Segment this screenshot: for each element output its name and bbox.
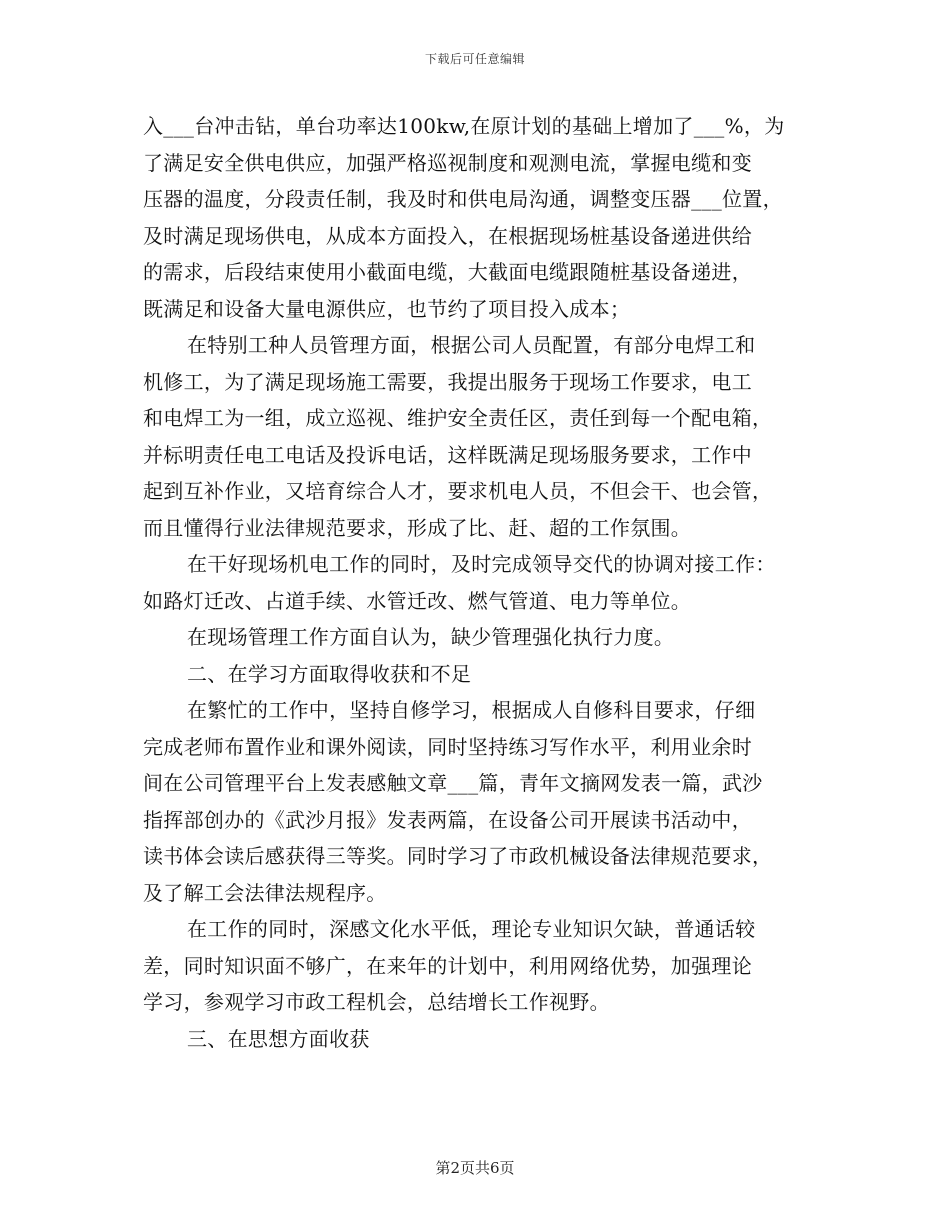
text-line: 在现场管理工作方面自认为，缺少管理强化执行力度。 bbox=[187, 625, 675, 649]
text-line: 了满足安全供电供应，加强严格巡视制度和观测电流，掌握电缆和变 bbox=[143, 150, 752, 175]
text-line: 压器的温度，分段责任制，我及时和供电局沟通，调整变压器___位置， bbox=[143, 187, 783, 211]
text-line: 的需求，后段结束使用小截面电缆，大截面电缆跟随桩基设备递进， bbox=[143, 260, 752, 284]
text-line: 起到互补作业，又培育综合人才，要求机电人员，不但会干、也会管， bbox=[143, 479, 773, 503]
text-line: 学习，参观学习市政工程机会，总结增长工作视野。 bbox=[143, 990, 610, 1014]
text-line: 差，同时知识面不够广，在来年的计划中，利用网络优势，加强理论 bbox=[143, 953, 752, 978]
text-line: 并标明责任电工电话及投诉电话，这样既满足现场服务要求，工作中 bbox=[143, 442, 752, 467]
text-line: 在干好现场机电工作的同时，及时完成领导交代的协调对接工作： bbox=[187, 552, 776, 576]
text-line: 在工作的同时，深感文化水平低，理论专业知识欠缺，普通话较 bbox=[187, 917, 756, 941]
text-line: 读书体会读后感获得三等奖。同时学习了市政机械设备法律规范要求， bbox=[143, 844, 773, 868]
page-number: 第2页共6页 bbox=[435, 1159, 515, 1177]
text-line: 二、在学习方面取得收获和不足 bbox=[187, 661, 472, 686]
text-line: 机修工，为了满足现场施工需要，我提出服务于现场工作要求，电工 bbox=[143, 369, 752, 394]
text-line: 完成老师布置作业和课外阅读，同时坚持练习写作水平，利用业余时 bbox=[143, 734, 752, 759]
body-text bbox=[143, 108, 815, 1057]
text-line: 三、在思想方面收获 bbox=[187, 1026, 370, 1051]
page-header: 下载后可任意编辑 bbox=[424, 52, 525, 66]
text-line: 和电焊工为一组，成立巡视、维护安全责任区，责任到每一个配电箱， bbox=[143, 406, 773, 430]
text-line: 及了解工会法律法规程序。 bbox=[143, 880, 387, 905]
text-line: 在繁忙的工作中，坚持自修学习，根据成人自修科目要求，仔细 bbox=[187, 698, 756, 722]
text-line: 如路灯迁改、占道手续、水管迁改、燃气管道、电力等单位。 bbox=[143, 588, 692, 613]
text-line: 既满足和设备大量电源供应，也节约了项目投入成本； bbox=[143, 296, 631, 321]
text-line: 指挥部创办的《武沙月报》发表两篇，在设备公司开展读书活动中， bbox=[143, 807, 752, 832]
text-line: 入___台冲击钻，单台功率达100kw,在原计划的基础上增加了___%，为 bbox=[143, 114, 785, 138]
text-line: 而且懂得行业法律规范要求，形成了比、赶、超的工作氛围。 bbox=[143, 515, 692, 540]
text-line: 及时满足现场供电，从成本方面投入，在根据现场桩基设备递进供给 bbox=[143, 223, 752, 248]
text-line: 在特别工种人员管理方面，根据公司人员配置，有部分电焊工和 bbox=[187, 333, 756, 357]
text-line: 间在公司管理平台上发表感触文章___篇，青年文摘网发表一篇，武沙 bbox=[143, 771, 763, 795]
